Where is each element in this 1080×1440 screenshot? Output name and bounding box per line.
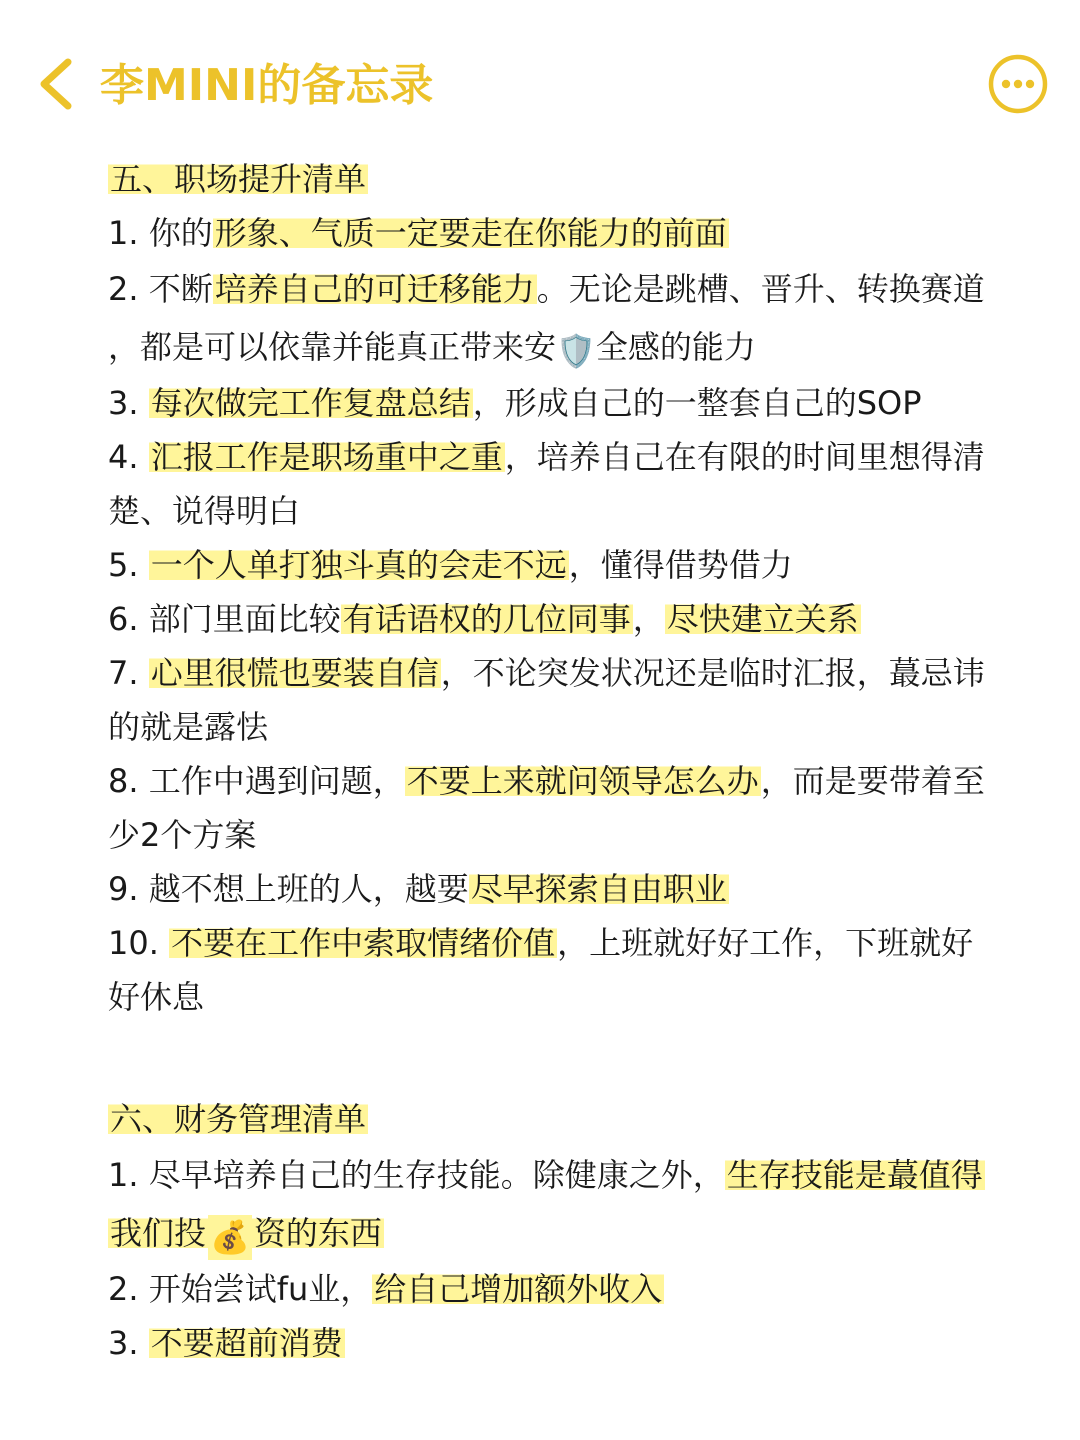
text-segment: 2. 不断 xyxy=(108,270,213,308)
highlighted-text: 有话语权的几位同事 xyxy=(342,600,631,638)
list-item-line xyxy=(108,260,988,318)
text-segment: 3. xyxy=(108,384,149,422)
page-title: 李MINI的备忘录 xyxy=(100,60,434,111)
text-segment: 7. xyxy=(108,654,149,692)
section-title xyxy=(108,152,988,206)
list-item-line xyxy=(108,700,988,754)
list-item-line xyxy=(108,484,988,538)
text-segment: 5. xyxy=(108,546,149,584)
text-segment: 1. 尽早培养自己的生存技能。除健康之外， xyxy=(108,1156,725,1194)
highlighted-text: 心里很慌也要装自信 xyxy=(150,654,439,692)
highlighted-text: 不要超前消费 xyxy=(150,1324,343,1362)
text-segment: ，培养自己在有限的时间里想得清 xyxy=(504,438,985,476)
list-item-line xyxy=(108,1204,988,1262)
list-item-line xyxy=(108,1146,988,1204)
text-segment: ，懂得借势借力 xyxy=(568,546,793,584)
highlighted-text: 不要在工作中索取情绪价值 xyxy=(171,924,556,962)
highlighted-text: 形象、气质一定要走在你能力的前面 xyxy=(214,214,727,252)
highlighted-text: 每次做完工作复盘总结 xyxy=(150,384,471,422)
list-item-line xyxy=(108,754,988,808)
list-item-line xyxy=(108,318,988,376)
text-segment: 10. xyxy=(108,924,170,962)
text-segment: ，不论突发状况还是临时汇报，蕞忌讳 xyxy=(440,654,985,692)
section-title-text: 六、财务管理清单 xyxy=(110,1100,367,1138)
highlighted-text: 生存技能是蕞值得 xyxy=(726,1156,983,1194)
section-gap xyxy=(108,1024,988,1092)
text-segment: 6. 部门里面比较 xyxy=(108,600,341,638)
text-segment: ，上班就好好工作，下班就好 xyxy=(557,924,974,962)
list-item-line xyxy=(108,206,988,260)
list-item-line xyxy=(108,1316,988,1370)
section-title xyxy=(108,1092,988,1146)
text-segment: 的就是露怯 xyxy=(108,708,269,746)
text-segment: 2. 开始尝试fu业， xyxy=(108,1270,373,1308)
text-segment: 9. 越不想上班的人，越要 xyxy=(108,870,469,908)
text-segment: ， xyxy=(632,600,665,638)
highlighted-text: 不要上来就问领导怎么办 xyxy=(406,762,759,800)
text-segment: 4. xyxy=(108,438,149,476)
list-item-line xyxy=(108,538,988,592)
list-item-line xyxy=(108,646,988,700)
highlighted-text: 资的东西 xyxy=(253,1214,382,1252)
text-segment: 楚、说得明白 xyxy=(108,492,301,530)
list-item-line xyxy=(108,430,988,484)
text-segment: ，而是要带着至 xyxy=(760,762,985,800)
text-segment: ，形成自己的一整套自己的SOP xyxy=(472,384,922,422)
highlighted-text: 一个人单打独斗真的会走不远 xyxy=(150,546,567,584)
more-horizontal-icon[interactable] xyxy=(988,54,1048,114)
note-body xyxy=(108,152,988,1370)
chevron-left-icon[interactable] xyxy=(34,56,78,112)
list-item-line xyxy=(108,862,988,916)
money-bag-icon: 💰 xyxy=(208,1208,252,1266)
text-segment: 1. 你的 xyxy=(108,214,213,252)
highlighted-text: 培养自己的可迁移能力 xyxy=(214,270,535,308)
text-segment: 8. 工作中遇到问题， xyxy=(108,762,405,800)
highlighted-text: 尽快建立关系 xyxy=(666,600,859,638)
section-title-text: 五、职场提升清单 xyxy=(110,160,367,198)
shield-icon: 🛡️ xyxy=(556,332,596,370)
list-item-line xyxy=(108,376,988,430)
highlighted-text: 汇报工作是职场重中之重 xyxy=(150,438,503,476)
highlighted-text: 给自己增加额外收入 xyxy=(374,1270,663,1308)
text-segment: 全感的能力 xyxy=(595,328,756,366)
text-segment: 3. xyxy=(108,1324,149,1362)
highlighted-text: 尽早探索自由职业 xyxy=(470,870,727,908)
list-item-line xyxy=(108,916,988,970)
list-item-line xyxy=(108,970,988,1024)
list-item-line xyxy=(108,592,988,646)
text-segment: 少2个方案 xyxy=(108,816,257,854)
highlighted-text: 我们投 xyxy=(110,1214,207,1252)
list-item-line xyxy=(108,1262,988,1316)
header xyxy=(0,0,1080,150)
text-segment: 。无论是跳槽、晋升、转换赛道 xyxy=(536,270,985,308)
text-segment: ，都是可以依靠并能真正带来安 xyxy=(108,328,557,366)
text-segment: 好休息 xyxy=(108,978,205,1016)
list-item-line xyxy=(108,808,988,862)
